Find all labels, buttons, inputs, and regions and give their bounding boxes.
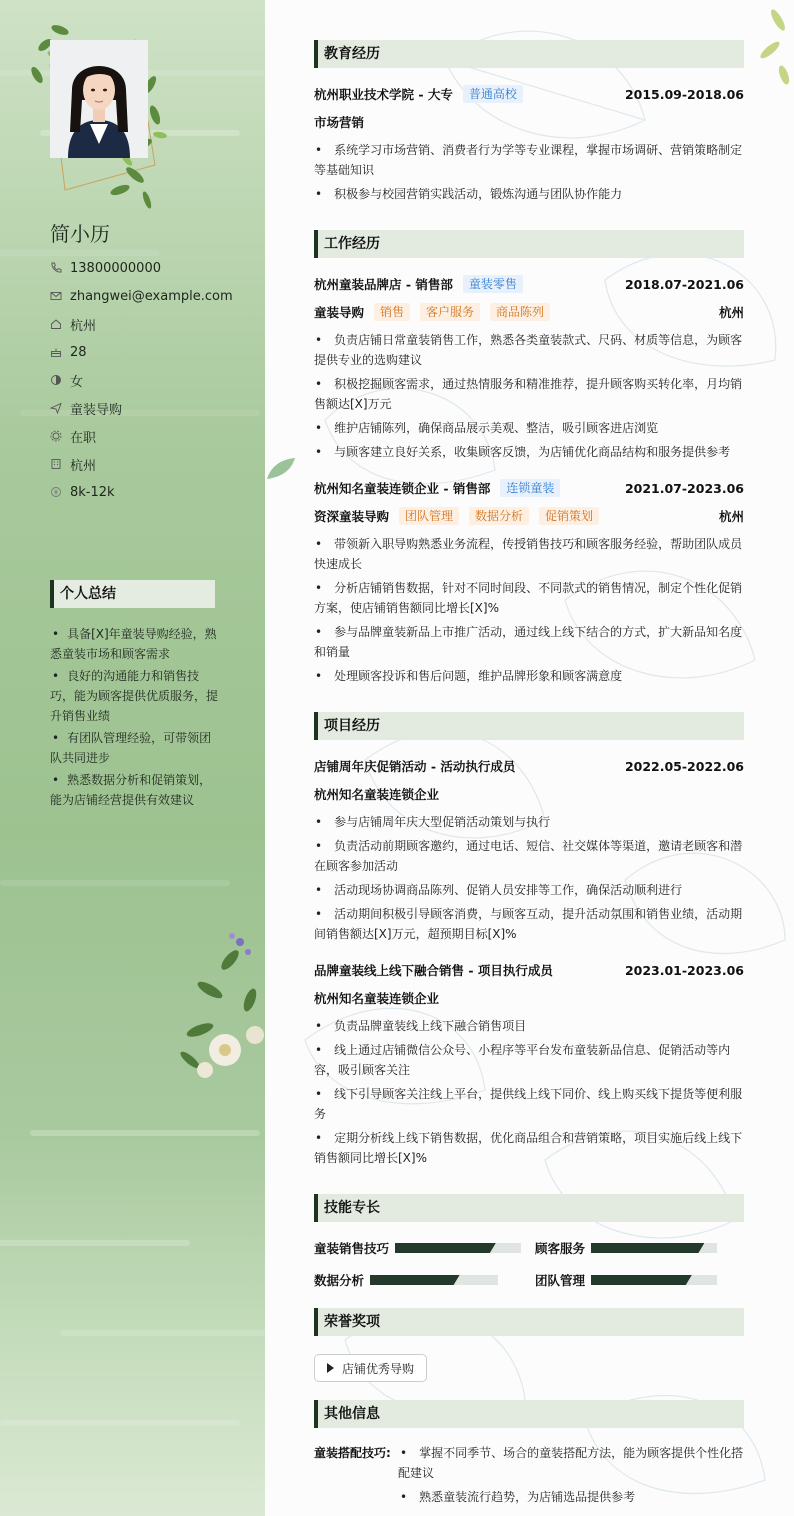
list-item: • 积极参与校园营销实践活动，锻炼沟通与团队协作能力 <box>314 184 744 204</box>
job-role: 资深童装导购 <box>314 509 390 524</box>
contact-status-text: 在职 <box>70 430 97 446</box>
list-item: • 维护店铺陈列，确保商品展示美观、整洁，吸引顾客进店浏览 <box>314 418 744 438</box>
major-name: 市场营销 <box>314 115 365 130</box>
contact-home-text: 杭州 <box>70 318 97 334</box>
project-2-row <box>314 960 744 980</box>
skill-label: 团队管理 <box>535 1273 586 1288</box>
skill-bar <box>370 1275 498 1285</box>
corner-leaf-decoration <box>750 0 794 100</box>
contact-home <box>50 314 96 334</box>
job-role: 童装导购 <box>314 305 365 320</box>
project-2-list <box>314 1016 744 1172</box>
list-item: • 掌握不同季节、场合的童装搭配方法，能为顾客提供个性化搭配建议 <box>398 1443 744 1483</box>
skill-label: 童装销售技巧 <box>314 1241 390 1256</box>
gender-icon <box>50 374 62 386</box>
skill-bar <box>395 1243 521 1253</box>
skill-label: 数据分析 <box>314 1273 365 1288</box>
job-1-row <box>314 274 744 294</box>
project-name: 店铺周年庆促销活动 - 活动执行成员 <box>314 759 516 774</box>
contact-phone-text: 13800000000 <box>70 260 161 276</box>
other-label: 童装搭配技巧: <box>314 1446 391 1460</box>
skill-bar-fill <box>591 1275 692 1285</box>
portrait-illustration <box>50 40 148 158</box>
skill-label: 顾客服务 <box>535 1241 586 1256</box>
contact-phone <box>50 258 161 278</box>
project-1-row <box>314 756 744 776</box>
list-item: • 积极挖掘顾客需求，通过热情服务和精准推荐，提升顾客购买转化率，月均销售额达[X]万元 <box>314 374 744 414</box>
salary-icon <box>50 486 62 498</box>
skill-bar <box>591 1275 717 1285</box>
cake-icon <box>50 346 62 358</box>
skill-bar-fill <box>395 1243 496 1253</box>
summary-heading: 个人总结 <box>50 580 215 608</box>
education-list <box>314 140 744 208</box>
list-item: • 与顾客建立良好关系，收集顾客反馈，为店铺优化商品结构和服务提供参考 <box>314 442 744 462</box>
contact-gender-text: 女 <box>70 374 84 390</box>
skill-tag: 商品陈列 <box>490 303 550 321</box>
contact-city-text: 杭州 <box>70 458 97 474</box>
job-city: 杭州 <box>718 305 744 320</box>
job-company: 杭州童装品牌店 - 销售部 <box>314 277 453 292</box>
job-city: 杭州 <box>718 509 744 524</box>
play-icon <box>327 1363 334 1373</box>
job-2-row <box>314 478 744 498</box>
list-item: • 定期分析线上线下销售数据，优化商品组合和营销策略，项目实施后线上线下销售额同比增长[X]% <box>314 1128 744 1168</box>
list-item: • 负责店铺日常童装销售工作，熟悉各类童装款式、尺码、材质等信息，为顾客提供专业的选购建议 <box>314 330 744 370</box>
project-date: 2023.01-2023.06 <box>624 962 744 978</box>
awards-heading: 荣誉奖项 <box>314 1308 744 1336</box>
list-item: • 熟悉数据分析和促销策划，能为店铺经营提供有效建议 <box>50 770 218 810</box>
contact-gender <box>50 370 83 390</box>
job-tag: 连锁童装 <box>500 479 560 497</box>
job-date: 2018.07-2021.06 <box>624 276 744 292</box>
list-item: • 线上通过店铺微信公众号、小程序等平台发布童装新品信息、促销活动等内容，吸引顾客关注 <box>314 1040 744 1080</box>
summary-list <box>50 624 218 812</box>
contact-email-text: zhangwei@example.com <box>70 288 233 304</box>
sidebar <box>0 0 265 1516</box>
list-item: • 分析店铺销售数据，针对不同时间段、不同款式的销售情况，制定个性化促销方案，使店铺销售额同比增长[X]% <box>314 578 744 618</box>
job-company: 杭州知名童装连锁企业 - 销售部 <box>314 481 491 496</box>
list-item: • 良好的沟通能力和销售技巧，能为顾客提供优质服务，提升销售业绩 <box>50 666 218 726</box>
list-item: • 系统学习市场营销、消费者行为学等专业课程，掌握市场调研、营销策略制定等基础知识 <box>314 140 744 180</box>
main-content <box>265 0 794 1516</box>
contact-email <box>50 286 233 306</box>
flower-decoration <box>170 930 265 1090</box>
list-item: • 活动期间积极引导顾客消费，与顾客互动，提升活动氛围和销售业绩，活动期间销售额达[X]万元，超预期目标[X]% <box>314 904 744 944</box>
contact-city <box>50 454 96 474</box>
candidate-name: 简小历 <box>50 222 110 246</box>
contact-status <box>50 426 96 446</box>
project-1-list <box>314 812 744 948</box>
project-1-org-row <box>314 784 744 804</box>
major-row <box>314 112 744 132</box>
list-item: • 参与店铺周年庆大型促销活动策划与执行 <box>314 812 744 832</box>
job-2-role-row <box>314 506 744 526</box>
skill-tag: 销售 <box>374 303 410 321</box>
status-icon <box>50 430 62 442</box>
list-item: • 负责活动前期顾客邀约，通过电话、短信、社交媒体等渠道，邀请老顾客和潜在顾客参加活动 <box>314 836 744 876</box>
home-icon <box>50 318 62 330</box>
list-item: • 具备[X]年童装导购经验，熟悉童装市场和顾客需求 <box>50 624 218 664</box>
list-item: • 活动现场协调商品陈列、促销人员安排等工作，确保活动顺利进行 <box>314 880 744 900</box>
contact-age-text: 28 <box>70 344 87 360</box>
contact-age <box>50 342 87 362</box>
job-1-role-row <box>314 302 744 322</box>
other-info <box>314 1443 744 1511</box>
contact-salary <box>50 482 115 502</box>
project-org: 杭州知名童装连锁企业 <box>314 787 440 802</box>
work-heading: 工作经历 <box>314 230 744 258</box>
skills-heading: 技能专长 <box>314 1194 744 1222</box>
skill-tag: 促销策划 <box>539 507 599 525</box>
skill-tag: 数据分析 <box>469 507 529 525</box>
list-item: • 带领新入职导购熟悉业务流程，传授销售技巧和顾客服务经验，帮助团队成员快速成长 <box>314 534 744 574</box>
other-list <box>398 1443 744 1511</box>
skill-bar-fill <box>591 1243 704 1253</box>
skill-bar-fill <box>370 1275 460 1285</box>
award-label: 店铺优秀导购 <box>342 1361 415 1376</box>
contact-salary-text: 8k-12k <box>70 484 115 500</box>
project-date: 2022.05-2022.06 <box>624 758 744 774</box>
projects-heading: 项目经历 <box>314 712 744 740</box>
education-heading: 教育经历 <box>314 40 744 68</box>
award-chip[interactable] <box>314 1354 427 1382</box>
list-item: • 熟悉童装流行趋势，为店铺选品提供参考 <box>398 1487 744 1507</box>
leaf-icon <box>265 455 297 481</box>
project-2-org-row <box>314 988 744 1008</box>
job-2-list <box>314 534 744 690</box>
send-icon <box>50 402 62 414</box>
list-item: • 负责品牌童装线上线下融合销售项目 <box>314 1016 744 1036</box>
skill-bar <box>591 1243 717 1253</box>
contact-position-text: 童装导购 <box>70 402 123 418</box>
list-item: • 线下引导顾客关注线上平台，提供线上线下同价、线上购买线下提货等便利服务 <box>314 1084 744 1124</box>
skill-tag: 团队管理 <box>399 507 459 525</box>
mail-icon <box>50 290 62 302</box>
school-name: 杭州职业技术学院 - 大专 <box>314 87 453 102</box>
other-heading: 其他信息 <box>314 1400 744 1428</box>
list-item: • 有团队管理经验，可带领团队共同进步 <box>50 728 218 768</box>
list-item: • 处理顾客投诉和售后问题，维护品牌形象和顾客满意度 <box>314 666 744 686</box>
job-1-list <box>314 330 744 466</box>
education-date: 2015.09-2018.06 <box>624 86 744 102</box>
job-date: 2021.07-2023.06 <box>624 480 744 496</box>
school-tag: 普通高校 <box>463 85 523 103</box>
list-item: • 参与品牌童装新品上市推广活动，通过线上线下结合的方式，扩大新品知名度和销量 <box>314 622 744 662</box>
project-org: 杭州知名童装连锁企业 <box>314 991 440 1006</box>
building-icon <box>50 458 62 470</box>
job-tag: 童装零售 <box>463 275 523 293</box>
contact-position <box>50 398 122 418</box>
education-row <box>314 84 744 104</box>
skill-tag: 客户服务 <box>420 303 480 321</box>
project-name: 品牌童装线上线下融合销售 - 项目执行成员 <box>314 963 553 978</box>
profile-photo <box>50 40 148 158</box>
phone-icon <box>50 262 62 274</box>
